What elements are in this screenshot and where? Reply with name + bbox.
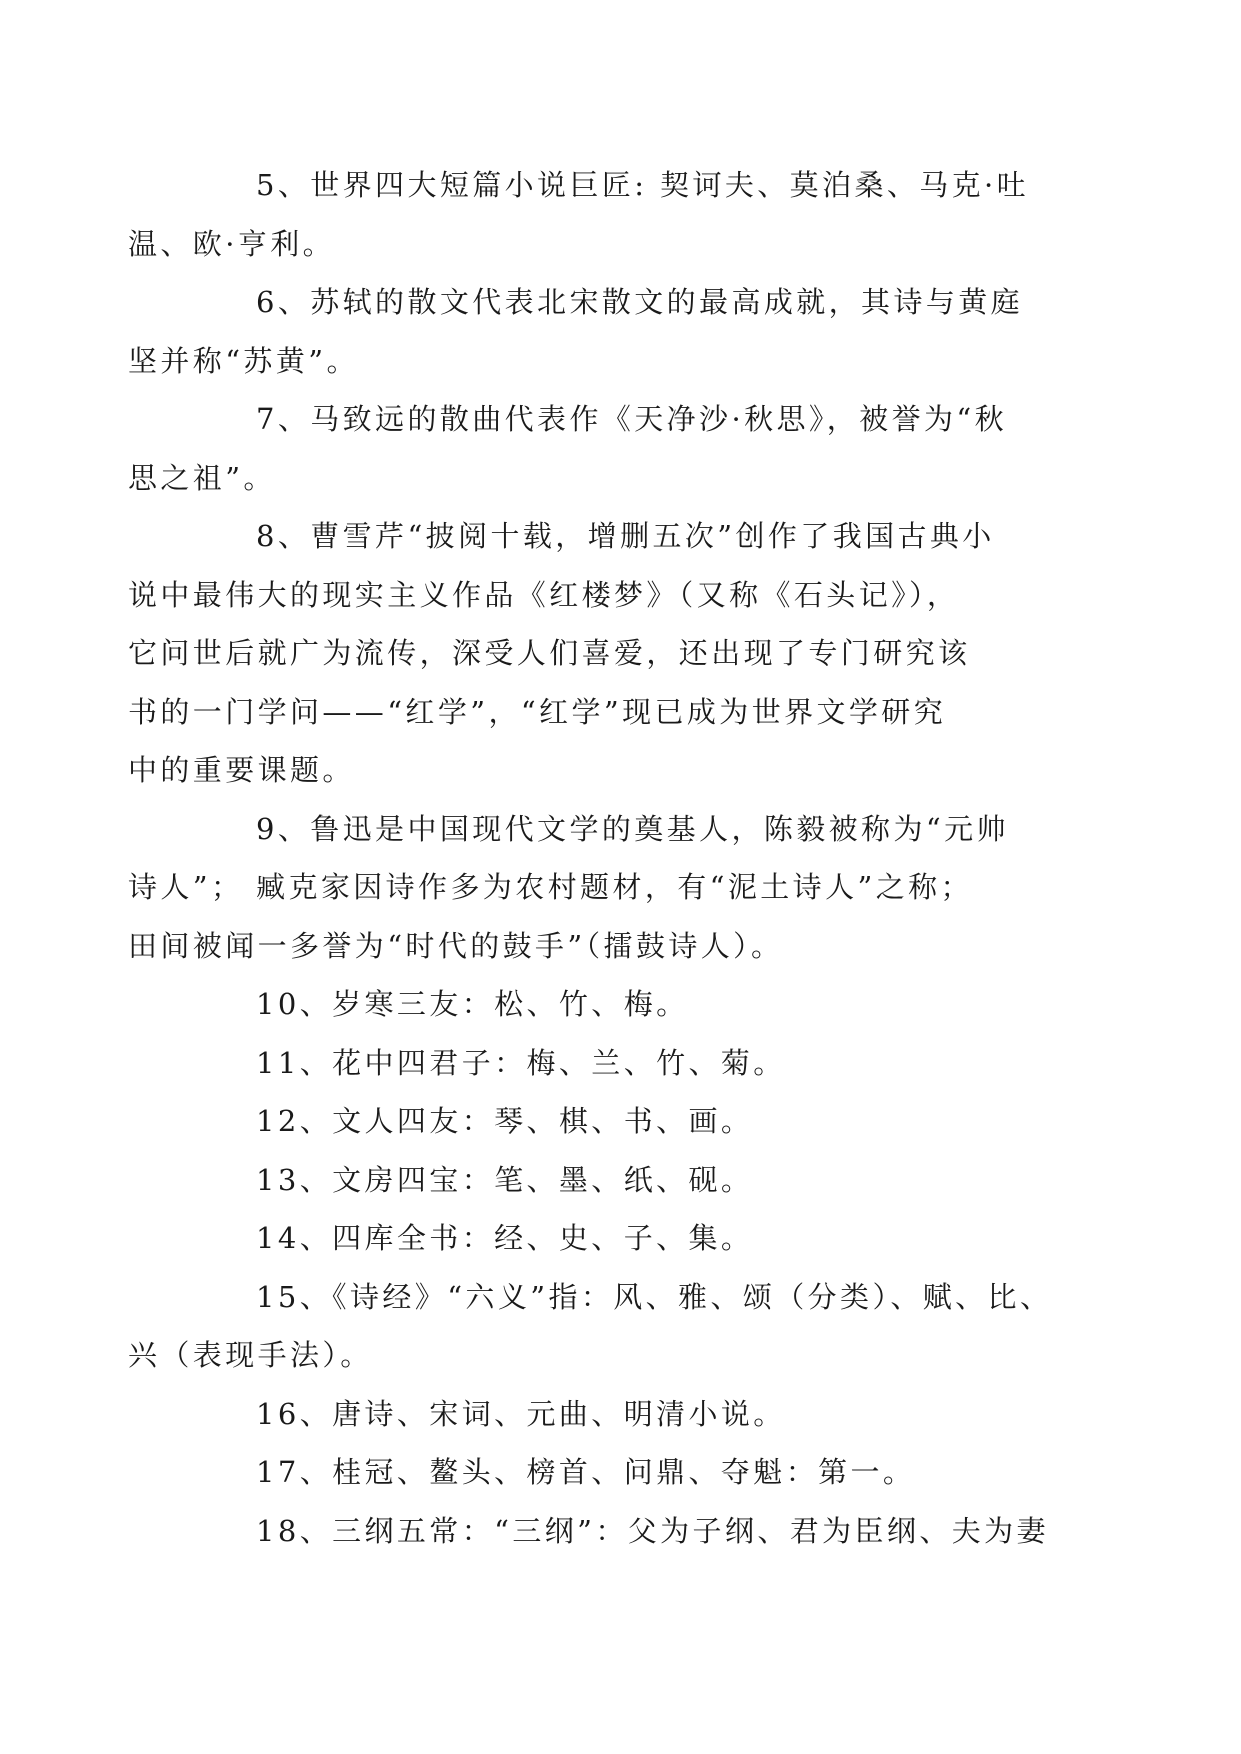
paragraph-14 <box>192 1209 1050 1268</box>
text-line: 温、欧·亨利。 <box>128 226 336 261</box>
text-line: 思之祖”。 <box>128 460 276 495</box>
paragraph-15 <box>128 1268 1053 1385</box>
document-body <box>128 156 1053 1560</box>
text-line: 诗人”； 臧克家因诗作多为农村题材，有“泥土诗人”之称； <box>128 870 973 904</box>
text-line: 9、鲁迅是中国现代文学的奠基人，陈毅被称为“元帅 <box>256 811 1009 846</box>
paragraph-11 <box>192 1034 1050 1093</box>
paragraph-8 <box>128 507 1050 800</box>
paragraph-10 <box>192 975 1050 1034</box>
text-line: 8、曹雪芹“披阅十载，增删五次”创作了我国古典小 <box>256 519 995 553</box>
paragraph-6 <box>128 273 1050 390</box>
text-line: 14、四库全书：经、史、子、集。 <box>256 1221 754 1255</box>
text-line: 说中最伟大的现实主义作品《红楼梦》（又称《石头记》）， <box>128 577 960 612</box>
paragraph-7 <box>128 390 1050 507</box>
text-line: 它问世后就广为流传，深受人们喜爱，还出现了专门研究该 <box>128 636 971 670</box>
paragraph-18 <box>192 1502 1050 1561</box>
text-line: 5、世界四大短篇小说巨匠: 契诃夫、莫泊桑、马克·吐 <box>256 168 1030 202</box>
text-line: 15、《诗经》“六义”指：风、雅、颂（分类）、赋、比、 <box>256 1279 1053 1314</box>
text-line: 书的一门学问——“红学”，“红学”现已成为世界文学研究 <box>128 694 947 729</box>
paragraph-13 <box>192 1151 1050 1210</box>
text-line: 11、花中四君子：梅、兰、竹、菊。 <box>256 1045 786 1080</box>
paragraph-5 <box>128 156 1050 273</box>
text-line: 10、岁寒三友：松、竹、梅。 <box>256 987 689 1021</box>
text-line: 中的重要课题。 <box>128 753 355 787</box>
text-line: 18、三纲五常：“三纲”：父为子纲、君为臣纲、夫为妻 <box>256 1513 1049 1548</box>
paragraph-16 <box>192 1385 1050 1444</box>
text-line: 6、苏轼的散文代表北宋散文的最高成就，其诗与黄庭 <box>256 285 1024 319</box>
text-line: 16、唐诗、宋词、元曲、明清小说。 <box>256 1396 786 1431</box>
text-line: 7、马致远的散曲代表作《天净沙·秋思》，被誉为“秋 <box>256 402 1007 436</box>
text-line: 兴（表现手法）。 <box>128 1338 373 1372</box>
text-line: 17、桂冠、鳌头、榜首、问鼎、夺魁：第一。 <box>256 1455 916 1489</box>
text-line: 坚并称“苏黄”。 <box>128 343 359 378</box>
text-line: 13、文房四宝：笔、墨、纸、砚。 <box>256 1162 754 1197</box>
text-line: 12、文人四友：琴、棋、书、画。 <box>256 1104 754 1138</box>
text-line: 田间被闻一多誉为“时代的鼓手”（擂鼓诗人）。 <box>128 928 784 963</box>
paragraph-12 <box>192 1092 1050 1151</box>
paragraph-17 <box>192 1443 1050 1502</box>
paragraph-9 <box>128 800 1050 976</box>
